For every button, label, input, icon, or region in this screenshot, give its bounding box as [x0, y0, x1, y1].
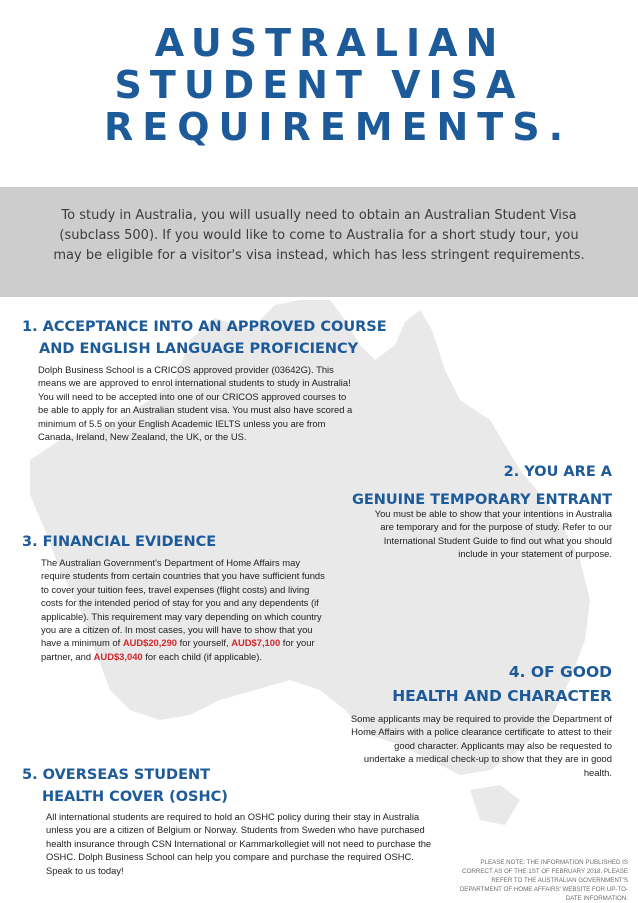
- page-title: [0, 22, 638, 148]
- section-5-heading: [22, 764, 228, 808]
- section-2-heading-line-2: GENUINE TEMPORARY ENTRANT: [351, 492, 612, 508]
- intro-band: [0, 187, 638, 297]
- section-1-heading: [22, 316, 387, 360]
- title-line-3: REQUIREMENTS.: [103, 105, 573, 149]
- section-3-body-text-3: for your partner, and: [41, 637, 315, 662]
- title-line-1: AUSTRALIAN: [154, 21, 506, 65]
- section-4-heading: [392, 661, 612, 707]
- section-3-body: [41, 556, 331, 663]
- section-1-heading-line-1: 1. ACCEPTANCE INTO AN APPROVED COURSE: [22, 319, 387, 335]
- section-1-body: Dolph Business School is a CRICOS approved provider (03642G). This means we are approved to enrol international students to study in Australia! You will need to be accepted into one of our CRICOS approved courses to be able to apply for an Australian student visa. You must also have scored a minimum of 5.5 on your English Academic IELTS unless you are from Canada, Ireland, New Zealand, the UK, or the US.: [38, 364, 353, 443]
- section-3-body-text-2: for yourself,: [177, 637, 232, 649]
- section-2-body: You must be able to show that your intentions in Australia are temporary and for the purpose of study. Refer to our International Student Guide to find out what you should include in your statement of purpose.: [374, 508, 612, 560]
- disclaimer-note: PLEASE NOTE: THE INFORMATION PUBLISHED IS CORRECT AS OF THE 1ST OF FEBRUARY 2018. PLEASE REFER TO THE AUSTRALIAN GOVERNMENT'S DEPARTMENT OF HOME AFFAIRS' WEBSITE FOR UP-TO-DATE INFORMATION.: [459, 859, 628, 902]
- section-5-heading-line-2: HEALTH COVER (OSHC): [42, 789, 228, 805]
- section-5-heading-line-1: 5. OVERSEAS STUDENT: [22, 767, 211, 783]
- section-2-heading-line-1: 2. YOU ARE A: [503, 464, 612, 480]
- amount-child: AUD$3,040: [93, 650, 143, 662]
- section-3-body-text-4: for each child (if applicable).: [142, 650, 262, 662]
- section-2-heading: [352, 461, 612, 511]
- section-4-body: Some applicants may be required to provide the Department of Home Affairs with a police clearance certificate to attest to their good character. Applicants may also be requested to undertake a medical check-up to show that they are in good health.: [350, 713, 612, 778]
- section-3-body-text: The Australian Government's Department of Home Affairs may require students from certain countries that you have sufficient funds to cover your tuition fees, travel expenses (flight costs) and living costs for the intended period of stay for you and any dependents (if applicable). This requirement may vary depending on which country you are a citizen of. In most cases, you will have to show that you have a minimum of: [41, 557, 325, 649]
- amount-partner: AUD$7,100: [231, 637, 281, 649]
- title-line-2: STUDENT VISA: [114, 63, 524, 107]
- amount-self: AUD$20,290: [122, 637, 178, 649]
- section-5-body: All international students are required to hold an OSHC policy during their stay in Australia unless you are a citizen of Belgium or Norway. Students from Sweden who have purchased health insurance through CSN International or Kammarkollegiet will not need to purchase the OSHC. Dolph Business School can help you compare and purchase the required OSHC. Speak to us today!: [46, 811, 432, 876]
- section-4-heading-line-2: HEALTH AND CHARACTER: [392, 687, 612, 705]
- intro-text: To study in Australia, you will usually need to obtain an Australian Student Visa (subclass 500). If you would like to come to Australia for a short study tour, you may be eligible for a visitor's visa instead, which has less stringent requirements.: [53, 208, 585, 263]
- section-3-heading: 3. FINANCIAL EVIDENCE: [22, 534, 217, 550]
- section-4-heading-line-1: 4. OF GOOD: [508, 663, 612, 681]
- section-1-heading-line-2: AND ENGLISH LANGUAGE PROFICIENCY: [39, 341, 359, 357]
